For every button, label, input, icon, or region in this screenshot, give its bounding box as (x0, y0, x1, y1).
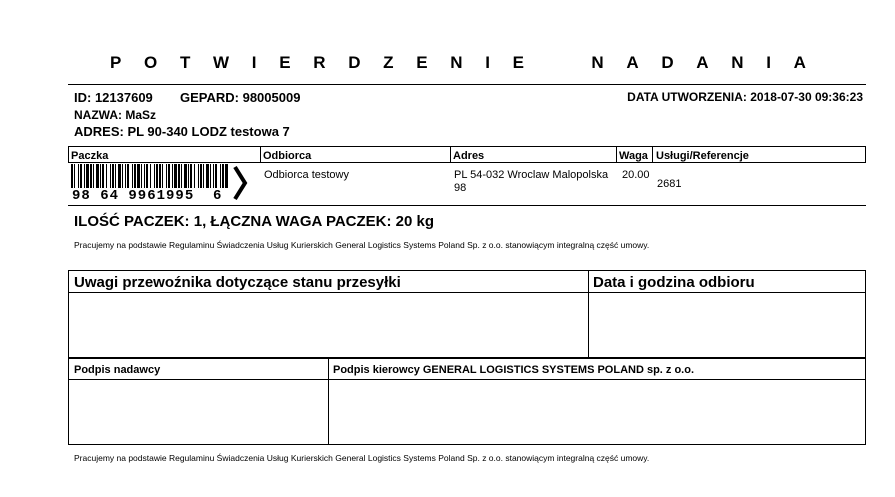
parcel-reference: 2681 (657, 178, 682, 190)
title-letter: D (348, 53, 361, 72)
driver-signature-title: Podpis kierowcy GENERAL LOGISTICS SYSTEMS POLAND sp. z o.o. (333, 364, 695, 376)
barcode-bar (181, 164, 182, 188)
document-title (68, 50, 866, 76)
barcode-bar (74, 164, 75, 188)
col-header-recipient: Odbiorca (263, 150, 312, 162)
barcode-bar (144, 164, 145, 188)
barcode-bar (162, 164, 163, 188)
barcode-bar (213, 164, 214, 188)
col-header-weight: Waga (619, 150, 648, 162)
barcode-bar (80, 164, 82, 188)
signatures-col-divider (328, 358, 329, 445)
barcode-bar (215, 164, 217, 188)
barcode-bar (206, 164, 209, 188)
barcode-bar (210, 164, 211, 188)
barcode-bar (122, 164, 123, 188)
barcode-bar (71, 164, 73, 188)
bracket-icon (232, 165, 250, 201)
barcode-bar (220, 164, 221, 188)
barcode-bar (106, 164, 107, 188)
table-border-right (865, 146, 866, 162)
barcode-bar (141, 164, 142, 188)
barcode-bar (146, 164, 148, 188)
table-border-left (68, 146, 69, 162)
barcode-bar (112, 164, 114, 188)
barcode-bar (86, 164, 89, 188)
col-header-package: Paczka (71, 150, 109, 162)
title-letter: W (213, 53, 230, 72)
barcode-bar (194, 164, 195, 188)
barcode-bar (100, 164, 101, 188)
title-letter: D (661, 53, 674, 72)
sender-name: NAZWA: MaSz (74, 108, 156, 122)
table-header-divider (68, 162, 866, 163)
title-letter: N (591, 53, 604, 72)
table-col-divider (616, 146, 617, 162)
sender-signature-title: Podpis nadawcy (74, 364, 161, 376)
title-letter: I (766, 53, 771, 72)
barcode-bar (168, 164, 170, 188)
parcel-barcode (70, 164, 230, 188)
title-letter: I (485, 53, 490, 72)
title-letter: E (416, 53, 428, 72)
signatures-header-divider (68, 379, 866, 380)
pickup-datetime-title: Data i godzina odbioru (593, 274, 755, 291)
barcode-bar (178, 164, 180, 188)
barcode-bar (159, 164, 161, 188)
title-letter: E (279, 53, 291, 72)
barcode-bar (156, 164, 158, 188)
barcode-bar (188, 164, 189, 188)
remarks-header-divider (68, 292, 866, 293)
title-letter: E (512, 53, 524, 72)
barcode-bar (198, 164, 199, 188)
recipient-name: Odbiorca testowy (264, 169, 349, 181)
title-letter: A (793, 53, 806, 72)
table-top-border (68, 146, 866, 147)
recipient-address-line2: 98 (454, 182, 467, 194)
title-letter: N (450, 53, 463, 72)
title-letter: N (731, 53, 744, 72)
title-letter: A (696, 53, 709, 72)
creation-date: DATA UTWORZENIA: 2018-07-30 09:36:23 (627, 90, 863, 104)
shipment-id: ID: 12137609 (74, 90, 153, 105)
barcode-bar (102, 164, 104, 188)
barcode-bar (78, 164, 79, 188)
table-col-divider (450, 146, 451, 162)
barcode-bar (184, 164, 187, 188)
title-letter: P (110, 53, 122, 72)
table-col-divider (652, 146, 653, 162)
title-letter: I (251, 53, 257, 72)
parcel-summary: ILOŚĆ PACZEK: 1, ŁĄCZNA WAGA PACZEK: 20 kg (74, 213, 435, 230)
table-bottom-border (68, 205, 866, 206)
barcode-bar (174, 164, 177, 188)
col-header-address: Adres (453, 150, 485, 162)
barcode-bar (190, 164, 192, 188)
recipient-address-line1: PL 54-032 Wroclaw Malopolska (454, 169, 609, 181)
barcode-bar (96, 164, 99, 188)
barcode-bar (203, 164, 204, 188)
terms-notice: Pracujemy na podstawie Regulaminu Świadczenia Usług Kurierskich General Logistics Systems Poland Sp. z o.o. stanowiącym integralną część umowy. (74, 240, 650, 250)
barcode-bar (132, 164, 133, 188)
table-col-divider (260, 146, 261, 162)
barcode-bar (118, 164, 121, 188)
barcode-number: 98 64 9961995 6 (72, 188, 223, 204)
title-divider (68, 84, 866, 85)
barcode-bar (125, 164, 126, 188)
parcel-weight: 20.00 (622, 169, 650, 181)
barcode-bar (90, 164, 92, 188)
title-letter: A (626, 53, 639, 72)
barcode-bar (84, 164, 85, 188)
title-letter: Z (383, 53, 394, 72)
barcode-bar (150, 164, 151, 188)
barcode-bar (225, 164, 228, 188)
barcode-bar (172, 164, 173, 188)
title-letter: T (179, 53, 191, 72)
barcode-bar (127, 164, 129, 188)
barcode-bar (110, 164, 111, 188)
barcode-bar (137, 164, 140, 188)
barcode-bar (93, 164, 94, 188)
sender-address: ADRES: PL 90-340 LODZ testowa 7 (74, 124, 290, 139)
remarks-col-divider (588, 270, 589, 358)
barcode-bar (115, 164, 116, 188)
title-letter: O (144, 53, 158, 72)
barcode-bar (166, 164, 167, 188)
barcode-bar (222, 164, 224, 188)
col-header-services: Usługi/Referencje (656, 150, 749, 162)
title-letter: R (313, 53, 326, 72)
gepard-number: GEPARD: 98005009 (180, 90, 301, 105)
carrier-remarks-title: Uwagi przewoźnika dotyczące stanu przesyłki (74, 274, 401, 291)
footer-terms-notice: Pracujemy na podstawie Regulaminu Świadczenia Usług Kurierskich General Logistics Systems Poland Sp. z o.o. stanowiącym integralną część umowy. (74, 453, 650, 463)
barcode-bar (154, 164, 155, 188)
barcode-bar (200, 164, 202, 188)
barcode-bar (134, 164, 136, 188)
